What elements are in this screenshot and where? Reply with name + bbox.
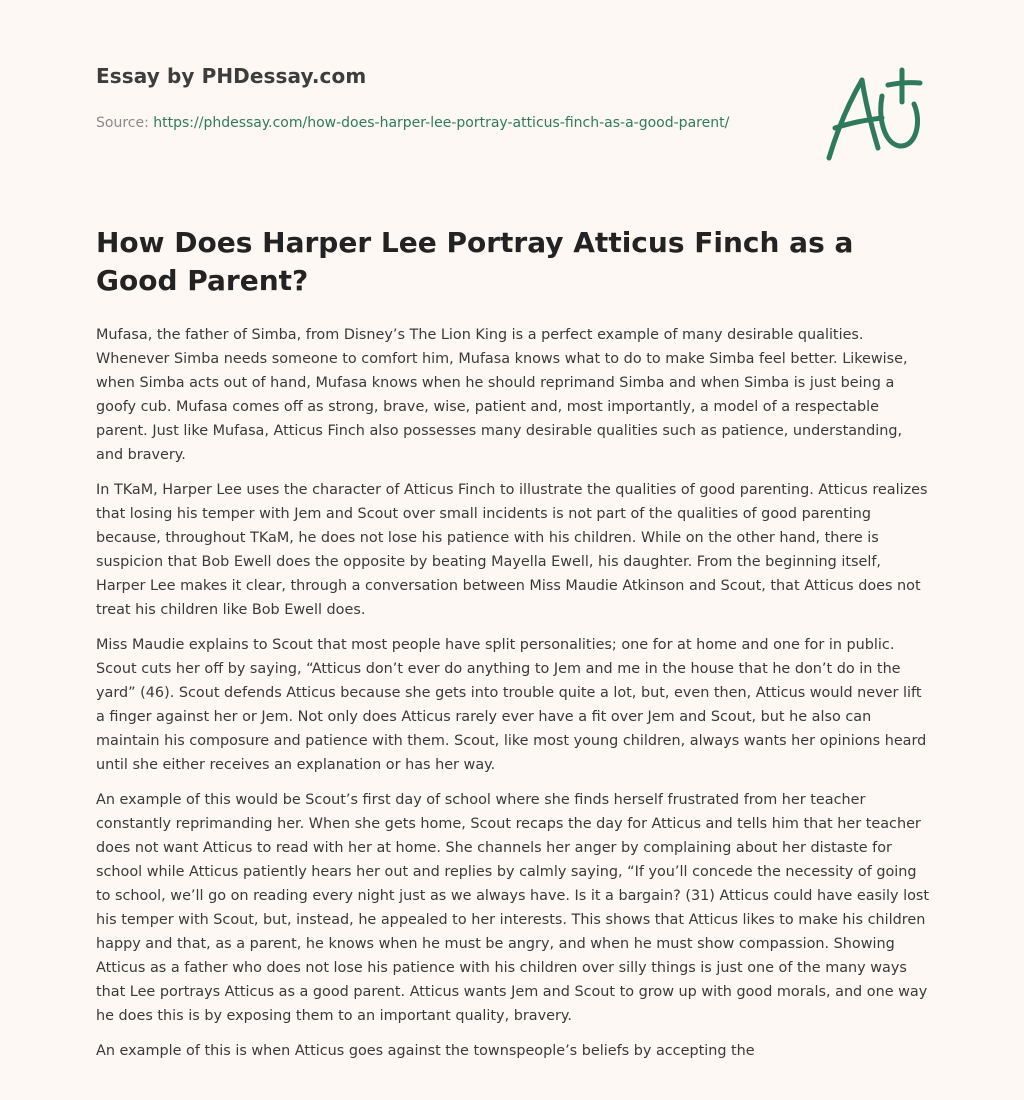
essay-paragraph: Mufasa, the father of Simba, from Disney’s The Lion King is a perfect example of many desirable qualities. Whenever Simba needs someone to comfort him, Mufasa knows what to do to make Simba feel better. Likewise, when Simba acts out of hand, Mufasa knows when he should reprimand Simba and when Simba is just being a goofy cub. Mufasa comes off as strong, brave, wise, patient and, most importantly, a model of a respectable parent. Just like Mufasa, Atticus Finch also possesses many desirable qualities such as patience, understanding, and bravery. — [96, 327, 908, 463]
essay-paragraph: Miss Maudie explains to Scout that most people have split personalities; one for at home and one for in public. Scout cuts her off by saying, “Atticus don’t ever do anything to Jem and me in the house that he don’t do in the yard” (46). Scout defends Atticus because she gets into trouble quite a lot, but, even then, Atticus would never lift a finger against her or Jem. Not only does Atticus rarely ever have a fit over Jem and Scout, but he also can maintain his composure and patience with them. Scout, like most young children, always wants her opinions heard until she either receives an explanation or has her way. — [96, 637, 927, 773]
essay-paragraph: In TKaM, Harper Lee uses the character of Atticus Finch to illustrate the qualities of good parenting. Atticus realizes that losing his temper with Jem and Scout over small incidents is not part of the qualities of good parenting because, throughout TKaM, he does not lose his patience with his children. While on the other hand, there is suspicion that Bob Ewell does the opposite by beating Mayella Ewell, his daughter. From the beginning itself, Harper Lee makes it clear, through a conversation between Miss Maudie Atkinson and Scout, that Atticus does not treat his children like Bob Ewell does. — [96, 482, 928, 618]
essay-paragraph: An example of this would be Scout’s first day of school where she finds herself frustrated from her teacher constantly reprimanding her. When she gets home, Scout recaps the day for Atticus and tells him that her teacher does not want Atticus to read with her at home. She channels her anger by complaining about her distaste for school while Atticus patiently hears her out and replies by calmly saying, “If you’ll concede the necessity of going to school, we’ll go on reading every night just as we always have. Is it a bargain? (31) Atticus could have easily lost his temper with Scout, but, instead, he appealed to her interests. This shows that Atticus likes to make his children happy and that, as a parent, he knows when he must be angry, and when he must show compassion. Showing Atticus as a father who does not lose his patience with his children over silly things is just one of the many ways that Lee portrays Atticus as a good parent. Atticus wants Jem and Scout to grow up with good morals, and one way he does this is by exposing them to an important quality, bravery. — [96, 792, 930, 1024]
site-brand: Essay by PHDessay.com — [96, 64, 367, 88]
source-line — [96, 112, 746, 135]
essay-body — [96, 323, 931, 1074]
a-plus-logo-icon — [818, 66, 930, 166]
essay-title: How Does Harper Lee Portray Atticus Finch as a Good Parent? — [96, 226, 854, 297]
source-label: Source: — [96, 115, 154, 131]
essay-paragraph: An example of this is when Atticus goes against the townspeople’s beliefs by accepting the — [96, 1043, 755, 1059]
source-link[interactable]: https://phdessay.com/how-does-harper-lee-portray-atticus-finch-as-a-good-parent/ — [153, 115, 730, 131]
